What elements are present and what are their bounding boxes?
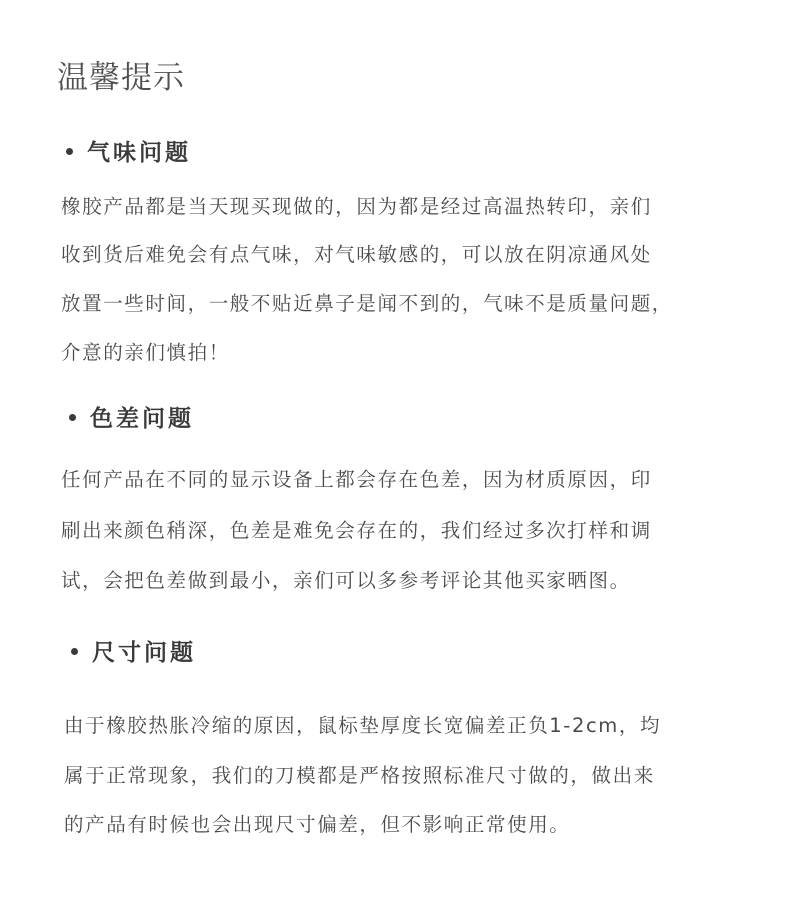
section-text-line: 收到货后难免会有点气味，对气味敏感的，可以放在阴凉通风处 [61, 243, 652, 266]
bullet-icon [71, 648, 78, 655]
section-text-line: 刷出来颜色稍深，色差是难免会存在的，我们经过多次打样和调 [61, 519, 652, 542]
section-heading-label: 气味问题 [87, 140, 191, 166]
section-text-line: 试，会把色差做到最小，亲们可以多参考评论其他买家晒图。 [61, 569, 631, 592]
bullet-icon [69, 414, 76, 421]
section-text-line: 橡胶产品都是当天现买现做的，因为都是经过高温热转印，亲们 [61, 195, 652, 218]
section-text-line: 由于橡胶热胀冷缩的原因，鼠标垫厚度长宽偏差正负1-2cm，均 [64, 714, 662, 737]
section-heading-label: 色差问题 [90, 406, 194, 432]
section-heading-label: 尺寸问题 [92, 640, 196, 666]
section-text-line: 任何产品在不同的显示设备上都会存在色差，因为材质原因，印 [61, 468, 652, 491]
section-text-line: 的产品有时候也会出现尺寸偏差，但不影响正常使用。 [64, 813, 571, 836]
section-text-line: 属于正常现象，我们的刀模都是严格按照标准尺寸做的，做出来 [64, 764, 655, 787]
section-text-line: 放置一些时间，一般不贴近鼻子是闻不到的，气味不是质量问题， [61, 292, 673, 315]
bullet-icon [66, 148, 73, 155]
section-text-line: 介意的亲们慎拍！ [61, 341, 230, 364]
section-heading-size [71, 637, 196, 669]
section-heading-color [69, 403, 194, 435]
section-heading-odor [66, 137, 191, 169]
page-title: 温馨提示 [57, 60, 185, 96]
